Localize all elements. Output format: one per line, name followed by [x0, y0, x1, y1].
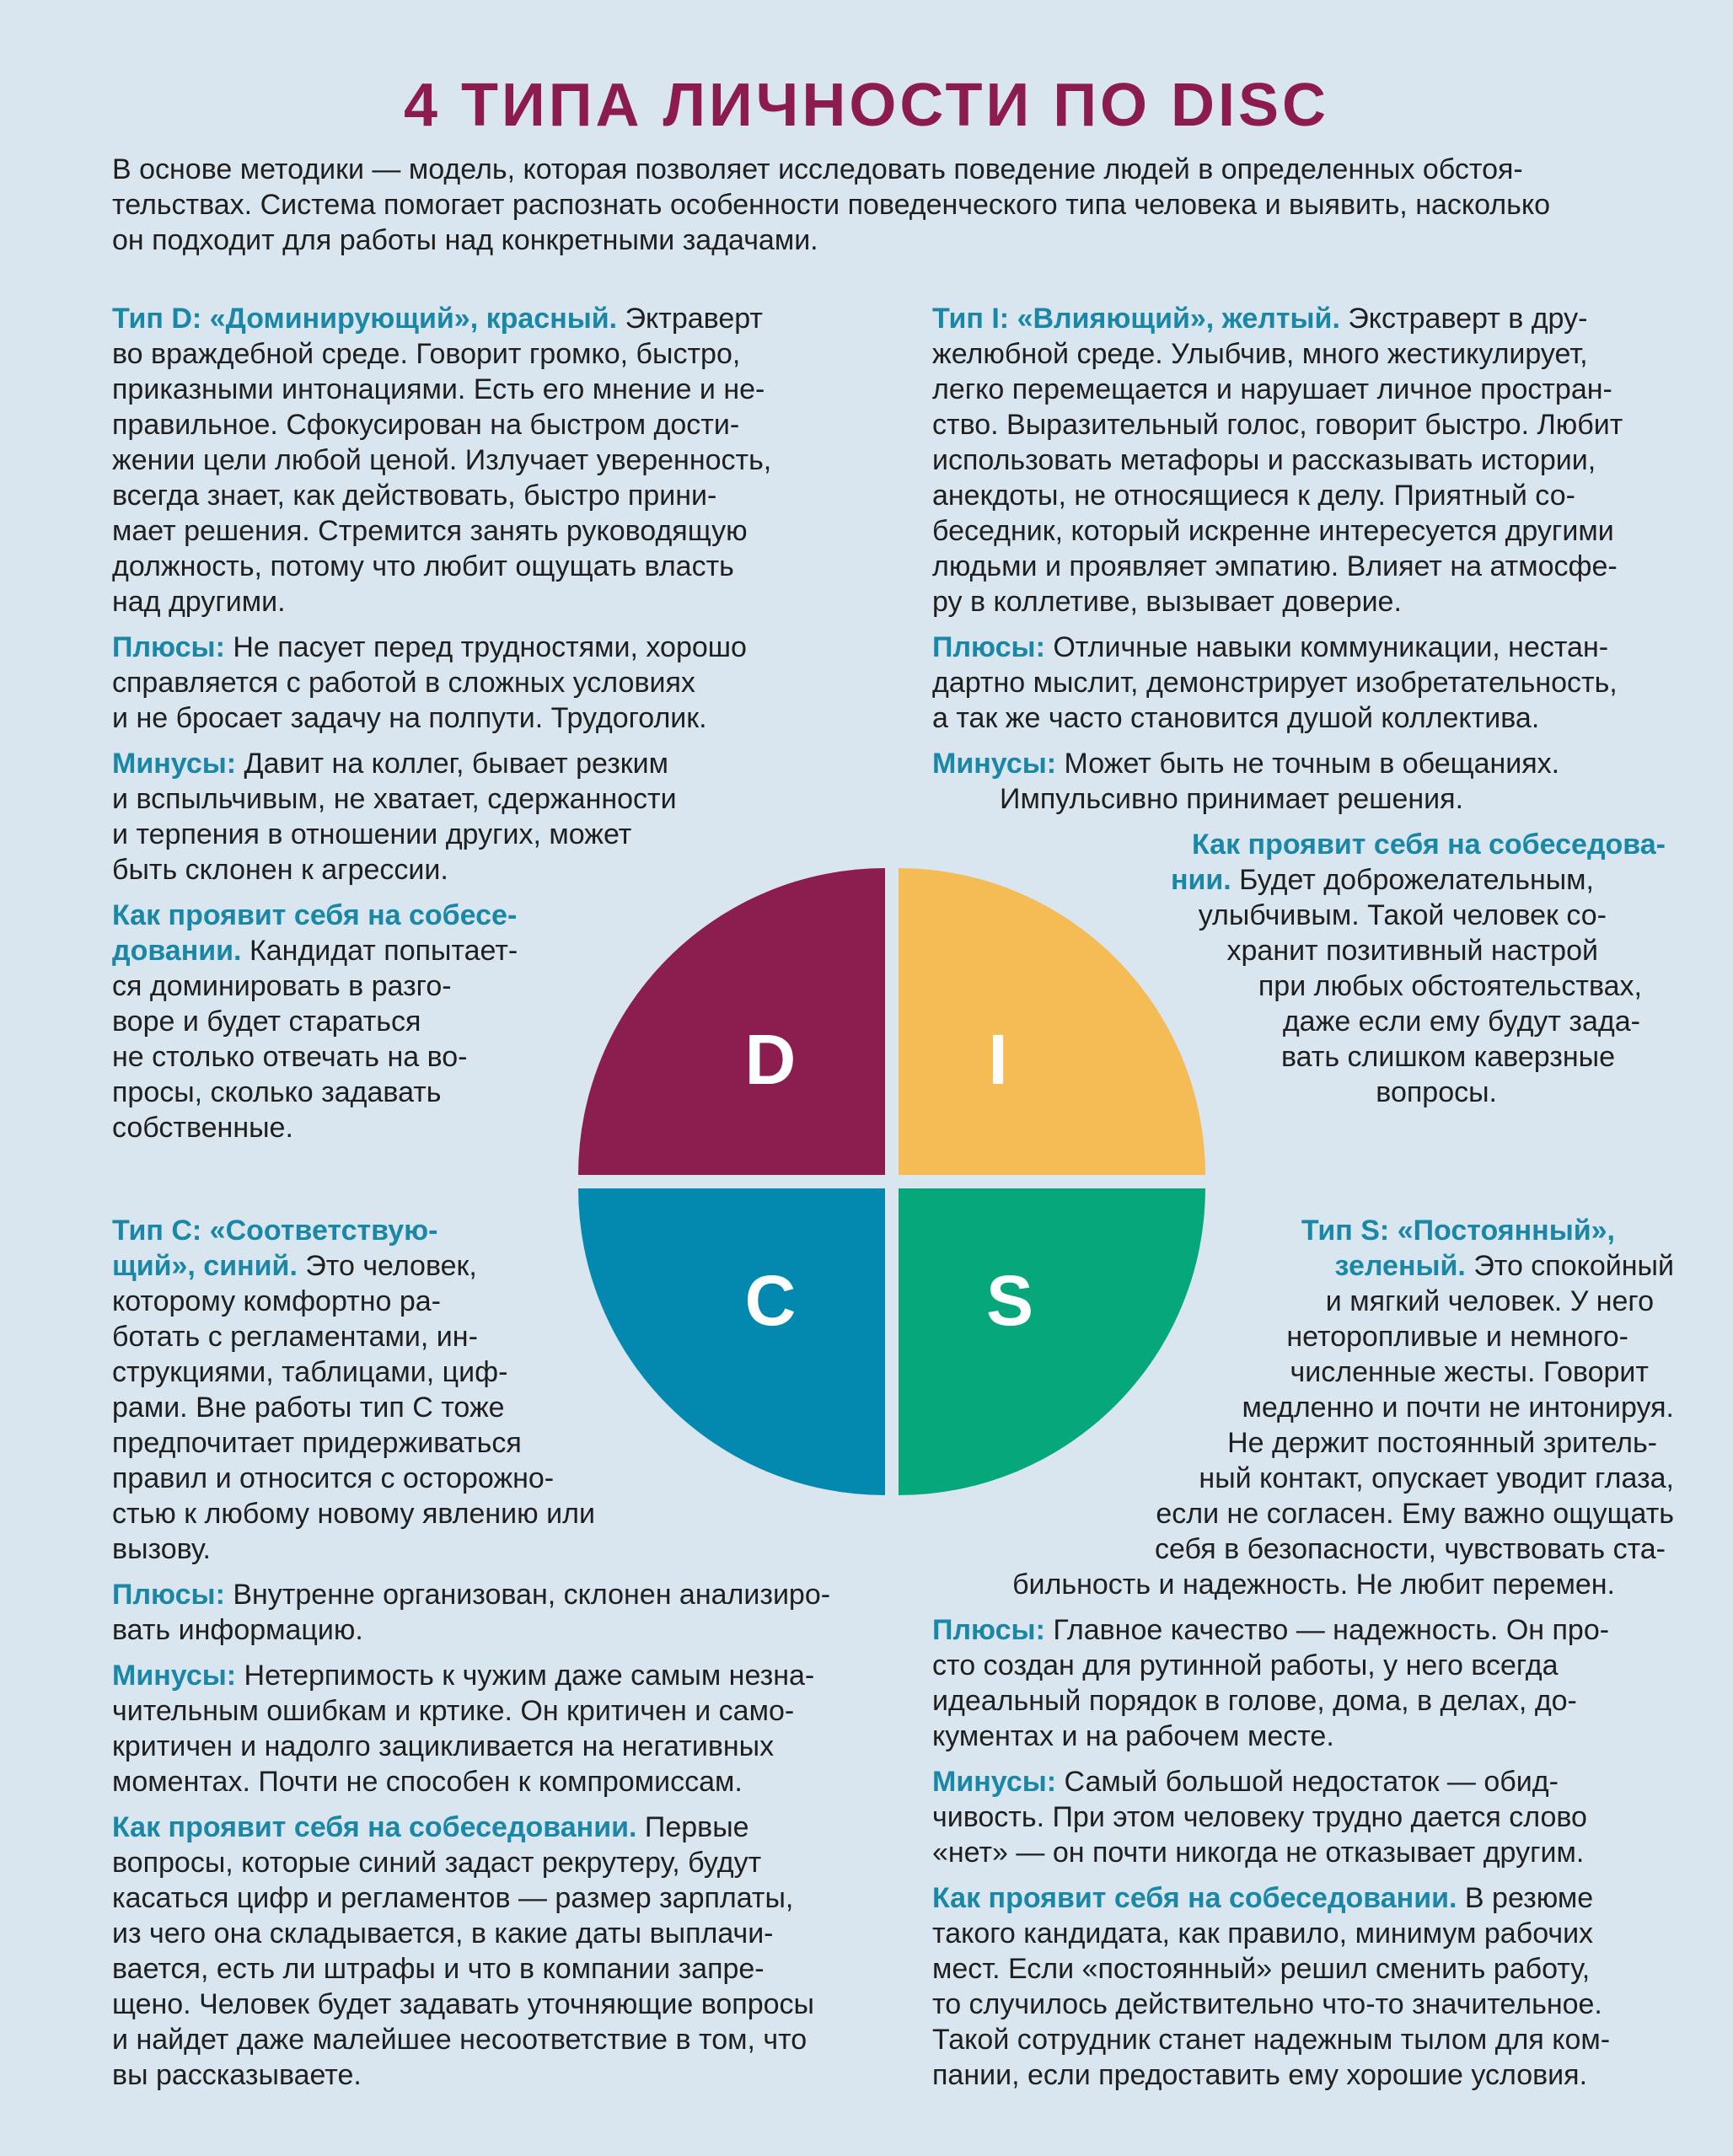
text-line: Нетерпимость к чужим даже самым незна-	[236, 1660, 815, 1692]
text-line: ство. Выразительный голос, говорит быстро. Любит	[932, 409, 1623, 441]
text-line: кументах и на рабочем месте.	[932, 1720, 1334, 1752]
text-line: быть склонен к агрессии.	[112, 854, 448, 886]
text-line: вается, есть ли штрафы и что в компании запре-	[112, 1953, 765, 1985]
interview-label: Как проявит себя на собеседовании.	[932, 1882, 1457, 1914]
type-c-cons	[112, 1658, 862, 1799]
interview-label: нии.	[1170, 864, 1231, 896]
text-line: легко перемещается и нарушает личное простран-	[932, 373, 1612, 405]
text-line: чивость. При этом человеку трудно дается слово	[932, 1801, 1587, 1833]
pros-label: Плюсы:	[932, 631, 1045, 663]
text-line: а так же часто становится душой коллектива.	[932, 702, 1540, 734]
text-line: Это человек,	[297, 1250, 477, 1282]
text-line: Это спокойный	[1465, 1250, 1674, 1282]
type-s-cons	[932, 1764, 1682, 1870]
text-line: просы, сколько задавать	[112, 1076, 442, 1108]
text-line: вы рассказываете.	[112, 2059, 362, 2091]
text-line: идеальный порядок в голове, дома, в делах, до-	[932, 1685, 1577, 1717]
type-s-pros	[932, 1612, 1682, 1754]
text-line: стью к любому новому явлению или	[112, 1498, 595, 1530]
text-line: моментах. Почти не способен к компромиссам.	[112, 1766, 743, 1798]
quadrant-i	[899, 868, 1205, 1175]
text-line: людьми и проявляет эмпатию. Влияет на атмосфе-	[932, 550, 1618, 582]
text-line: Главное качество — надежность. Он про-	[1044, 1614, 1610, 1646]
interview-label: Как проявит себя на собесе-	[112, 899, 518, 931]
text-line: собственные.	[112, 1112, 293, 1144]
type-d-pros	[112, 630, 854, 736]
text-line: и найдет даже малейшее несоответствие в том, что	[112, 2024, 807, 2056]
text-line: вопросы, которые синий задаст рекрутеру, будут	[112, 1847, 762, 1879]
text-line: щено. Человек будет задавать уточняющие вопросы	[112, 1988, 814, 2020]
text-line: такого кандидата, как правило, минимум рабочих	[932, 1917, 1594, 1950]
type-c-heading: Тип C: «Соответствую-	[112, 1215, 438, 1247]
type-s-heading: Тип S: «Постоянный»,	[1301, 1215, 1615, 1247]
page-title: 4 ТИПА ЛИЧНОСТИ ПО DISC	[403, 72, 1330, 139]
text-line: Такой сотрудник станет надежным тылом для ком-	[932, 2024, 1611, 2056]
text-line: жении цели любой ценой. Излучает уверенность,	[112, 444, 772, 476]
text-line: анекдоты, не относящиеся к делу. Приятный со-	[932, 480, 1575, 512]
text-line: Давит на коллег, бывает резким	[236, 748, 669, 780]
text-line: Самый большой недостаток — обид-	[1056, 1766, 1559, 1798]
text-line: ся доминировать в разго-	[112, 970, 452, 1002]
letter-i: I	[988, 1020, 1008, 1099]
text-line: Импульсивно принимает решения.	[1000, 783, 1464, 815]
text-line: воре и будет стараться	[112, 1006, 421, 1038]
text-line: касаться цифр и регламентов — размер зарплаты,	[112, 1882, 794, 1914]
text-line: ботать с регламентами, ин-	[112, 1321, 478, 1353]
type-s-interview	[932, 1880, 1682, 2093]
text-line: даже если ему будут зада-	[1282, 1006, 1640, 1038]
text-line: использовать метафоры и рассказывать истории,	[932, 444, 1596, 476]
letter-s: S	[985, 1261, 1034, 1340]
text-line: ру в коллетиве, вызывает доверие.	[932, 586, 1402, 618]
type-i-heading: Тип I: «Влияющий», желтый.	[932, 303, 1340, 335]
text-line: Отличные навыки коммуникации, нестан-	[1044, 631, 1609, 663]
text-line: Не пасует перед трудностями, хорошо	[224, 631, 747, 663]
interview-label: Как проявит себя на собеседова-	[1192, 829, 1666, 861]
intro-line: он подходит для работы над конкретными задачами.	[112, 224, 818, 256]
text-line: себя в безопасности, чувствовать ста-	[1154, 1533, 1666, 1565]
text-line: медленно и почти не интонируя.	[1242, 1392, 1674, 1424]
text-line: приказными интонациями. Есть его мнение и не-	[112, 373, 765, 405]
text-line: Эктраверт	[617, 303, 763, 335]
text-line: и мягкий человек. У него	[1325, 1285, 1654, 1317]
quadrant-s	[899, 1188, 1205, 1495]
text-line: должность, потому что любит ощущать власть	[112, 550, 734, 582]
type-d-description	[112, 301, 854, 619]
text-line: вать информацию.	[112, 1614, 363, 1646]
text-line: струкциями, таблицами, циф-	[112, 1356, 508, 1388]
intro-line: тельствах. Система помогает распознать особенности поведенческого типа человека и выявить, насколько	[112, 189, 1551, 221]
text-line: то случилось действительно что-то значительное.	[932, 1988, 1602, 2020]
pros-label: Плюсы:	[932, 1614, 1045, 1646]
text-line: правил и относится с осторожно-	[112, 1462, 555, 1494]
text-line: «нет» — он почти никогда не отказывает другим.	[932, 1837, 1585, 1869]
interview-label: довании.	[112, 935, 242, 967]
text-line: Внутренне организован, склонен анализиро-	[224, 1579, 831, 1611]
type-d-heading: Тип D: «Доминирующий», красный.	[112, 303, 618, 335]
letter-d: D	[744, 1020, 797, 1099]
text-line: Кандидат попытает-	[241, 935, 518, 967]
text-line: Не держит постоянный зритель-	[1227, 1427, 1657, 1459]
text-line: беседник, который искренне интересуется другими	[932, 515, 1614, 547]
text-line: всегда знает, как действовать, быстро прини-	[112, 480, 717, 512]
text-line: правильное. Сфокусирован на быстром дости-	[112, 409, 740, 441]
text-line: хранит позитивный настрой	[1226, 935, 1598, 967]
text-line: из чего она складывается, в какие даты выплачи-	[112, 1917, 774, 1950]
text-line: В резюме	[1457, 1882, 1594, 1914]
text-line: мает решения. Стремится занять руководящую	[112, 515, 748, 547]
interview-label: Как проявит себя на собеседовании.	[112, 1811, 637, 1843]
cons-label: Минусы:	[932, 748, 1057, 780]
type-i-cons	[932, 746, 1682, 817]
pros-label: Плюсы:	[112, 631, 225, 663]
text-line: и терпения в отношении других, может	[112, 818, 632, 850]
text-line: пании, если предоставить ему хорошие условия.	[932, 2059, 1588, 2091]
text-line: бильность и надежность. Не любит перемен.	[1012, 1569, 1615, 1601]
text-line: Экстраверт в дру-	[1339, 303, 1588, 335]
pros-label: Плюсы:	[112, 1579, 225, 1611]
text-line: рами. Вне работы тип С тоже	[112, 1392, 505, 1424]
text-line: улыбчивым. Такой человек со-	[1198, 899, 1607, 931]
text-line: во враждебной среде. Говорит громко, быстро,	[112, 338, 741, 370]
type-i-description	[932, 301, 1682, 619]
text-line: которому комфортно ра-	[112, 1285, 441, 1317]
text-line: сто создан для рутинной работы, у него всегда	[932, 1649, 1559, 1681]
text-line: Первые	[636, 1811, 749, 1843]
text-line: мест. Если «постоянный» решил сменить работу,	[932, 1953, 1591, 1985]
type-c-interview	[112, 1810, 862, 2093]
text-line: вызову.	[112, 1533, 211, 1565]
text-line: критичен и надолго зацикливается на негативных	[112, 1730, 775, 1762]
quadrant-d	[578, 868, 885, 1175]
text-line: вать слишком каверзные	[1280, 1041, 1615, 1073]
quadrant-c	[578, 1188, 885, 1495]
text-line: и не бросает задачу на полпути. Трудоголик.	[112, 702, 707, 734]
letter-c: C	[744, 1261, 797, 1340]
text-line: чительным ошибкам и кртике. Он критичен и само-	[112, 1695, 795, 1727]
text-line: дартно мыслит, демонстрирует изобретательность,	[932, 667, 1618, 699]
type-s-heading: зеленый.	[1334, 1250, 1466, 1282]
text-line: ный контакт, опускает уводит глаза,	[1199, 1462, 1674, 1494]
text-line: над другими.	[112, 586, 286, 618]
intro-line: В основе методики — модель, которая позволяет исследовать поведение людей в определенных обстоя-	[112, 153, 1523, 185]
text-line: неторопливые и немного-	[1286, 1321, 1628, 1353]
text-line: желюбной среде. Улыбчив, много жестикулирует,	[932, 338, 1588, 370]
type-c-heading: щий», синий.	[112, 1250, 298, 1282]
cons-label: Минусы:	[112, 748, 237, 780]
text-line: предпочитает придерживаться	[112, 1427, 522, 1459]
text-line: при любых обстоятельствах,	[1258, 970, 1642, 1002]
text-line: если не согласен. Ему важно ощущать	[1156, 1498, 1674, 1530]
cons-label: Минусы:	[932, 1766, 1057, 1798]
text-line: вопросы.	[1376, 1076, 1497, 1108]
cons-label: Минусы:	[112, 1660, 237, 1692]
text-line: численные жесты. Говорит	[1290, 1356, 1649, 1388]
text-line: Может быть не точным в обещаниях.	[1056, 748, 1560, 780]
disc-circle-diagram	[573, 863, 1210, 1500]
text-line: и вспыльчивым, не хватает, сдержанности	[112, 783, 677, 815]
text-line: справляется с работой в сложных условиях	[112, 667, 695, 699]
type-i-pros	[932, 630, 1682, 736]
text-line: Будет доброжелательным,	[1231, 864, 1594, 896]
text-line: не столько отвечать на во-	[112, 1041, 468, 1073]
intro-paragraph	[112, 152, 1680, 258]
type-c-pros	[112, 1577, 862, 1648]
